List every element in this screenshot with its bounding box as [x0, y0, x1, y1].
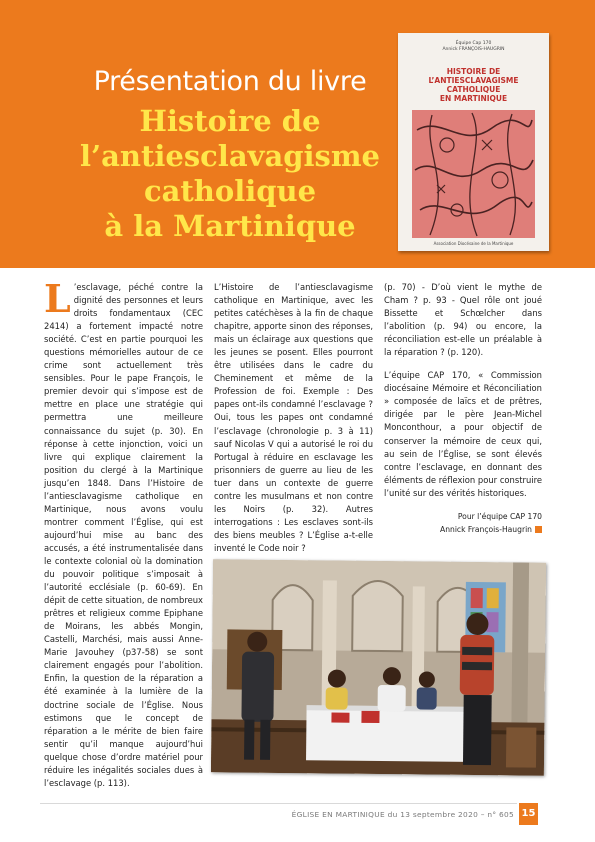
book-title-line: EN MARTINIQUE: [439, 94, 508, 103]
book-author-name: Annick FRANÇOIS-HAUGRIN: [442, 47, 505, 52]
title-line: à la Martinique: [104, 209, 356, 243]
article-column-2: [214, 281, 373, 555]
signoff-team: Pour l’équipe CAP 170: [457, 511, 542, 521]
running-footer: ÉGLISE EN MARTINIQUE du 13 septembre 2020 – n° 605: [291, 810, 514, 819]
section-kicker: Présentation du livre: [93, 66, 367, 97]
photo-illustration: [211, 559, 546, 775]
end-of-article-mark: [535, 526, 542, 533]
drop-cap: L: [44, 276, 71, 321]
title-line: Histoire de: [139, 104, 321, 138]
book-title-line: L’ANTIESCLAVAGISME CATHOLIQUE: [428, 76, 519, 94]
paragraph-text: ’esclavage, péché contre la dignité des personnes et leurs droits fondamentaux (CEC 2414) a fortement impacté notre société. C’est en partie pourquoi les questions mémorielles autour de ce crime sont actuellement très sensibles. Pour le pape François, le premier devoir qui s’impose est de mettre en place une stratégie qui permettra une meilleure connaissance du sujet (p. 30). En réponse à cette injonction, voici un livre qui explique clairement la position du clergé à la Martinique jusqu’en 1848. Dans l’Histoire de l’antiesclavagisme catholique en Martinique, nous avons voulu montrer comment l’Église, qui est aujourd’hui mise au banc des accusés, a été instrumentalisée dans le contexte colonial où la domination du pouvoir politique s’imposait à l’autorité ecclésiale (p. 60-69). En dépit de cette situation, de nombreux prêtres et religieux comme Epiphane de Moirans, les abbés Mongin, Castelli, Marchési, mais aussi Anne-Marie Javouhey (p37-58) se sont clairement engagés pour l’abolition. Enfin, la question de la réparation a été examinée à la lumière de la doctrine sociale de l’Église. Nous estimons que le concept de réparation a le mérite de bien faire sentir qu’il manque aujourd’hui quelque chose d’ordre matériel pour réduire les inégalités sociales dues à l’esclavage (p. 113).: [44, 282, 203, 788]
event-photo: [211, 559, 546, 775]
book-cover-artwork: [412, 110, 535, 238]
paragraph: (p. 70) - D’où vient le mythe de Cham ? p. 93 - Quel rôle ont joué Bissette et Schœlcher dans l’abolition (p. 94) ou encore, la réconciliation est-elle un préalable à la réparation ? (p. 120).: [384, 282, 542, 358]
book-publisher: Association Diocésaine de la Martinique: [433, 241, 514, 246]
signoff-author: [384, 523, 542, 536]
book-cover: [398, 33, 549, 251]
paragraph: [44, 276, 203, 790]
book-title-line: HISTOIRE DE: [446, 67, 501, 76]
paragraph: L’Histoire de l’antiesclavagisme catholique en Martinique, avec les petites catéchèses à la fin de chaque chapitre, apporte sinon des réponses, mais un éclairage aux questions que les jeunes se posent. Elles pourront être utilisées dans le cadre du Cheminement et même de la Profession de foi. Exemple : Des papes ont-ils condamné l’esclavage ? Oui, tous les papes ont condamné l’esclavage (chronologie p. 3 à 11) sauf Nicolas V qui a autorisé le roi du Portugal à réduire en esclavage les prisonniers de guerre au lieu de les tuer dans un contexte de guerre contre les musulmans et non contre les Noirs (p. 32). Autres interrogations : Les esclaves sont-ils des biens meubles ? L’Église a-t-elle inventé le Code noir ?: [214, 282, 373, 553]
article-column-3: [384, 281, 542, 536]
book-title: [402, 67, 545, 103]
book-author-team: Équipe Cap 170: [455, 41, 492, 46]
signoff: [384, 510, 542, 536]
title-line: catholique: [143, 174, 317, 208]
footer-rule: [40, 803, 517, 804]
article-title: [70, 104, 390, 244]
title-line: l’antiesclavagisme: [79, 139, 381, 173]
article-column-1: [44, 276, 203, 790]
page-number: 15: [519, 803, 538, 825]
paragraph: L’équipe CAP 170, « Commission diocésaine Mémoire et Réconciliation » composée de laïcs et de prêtres, dirigée par le père Jean-Michel Monconthour, a pour objectif de conserver la mémoire de ceux qui, au sein de l’Église, se sont élevés contre l’esclavage, en donnant des éléments de réflexion pour construire l’unité sur des vérités historiques.: [384, 370, 542, 498]
book-authors: [398, 41, 549, 53]
author-name: Annick François-Haugrin: [440, 524, 532, 534]
